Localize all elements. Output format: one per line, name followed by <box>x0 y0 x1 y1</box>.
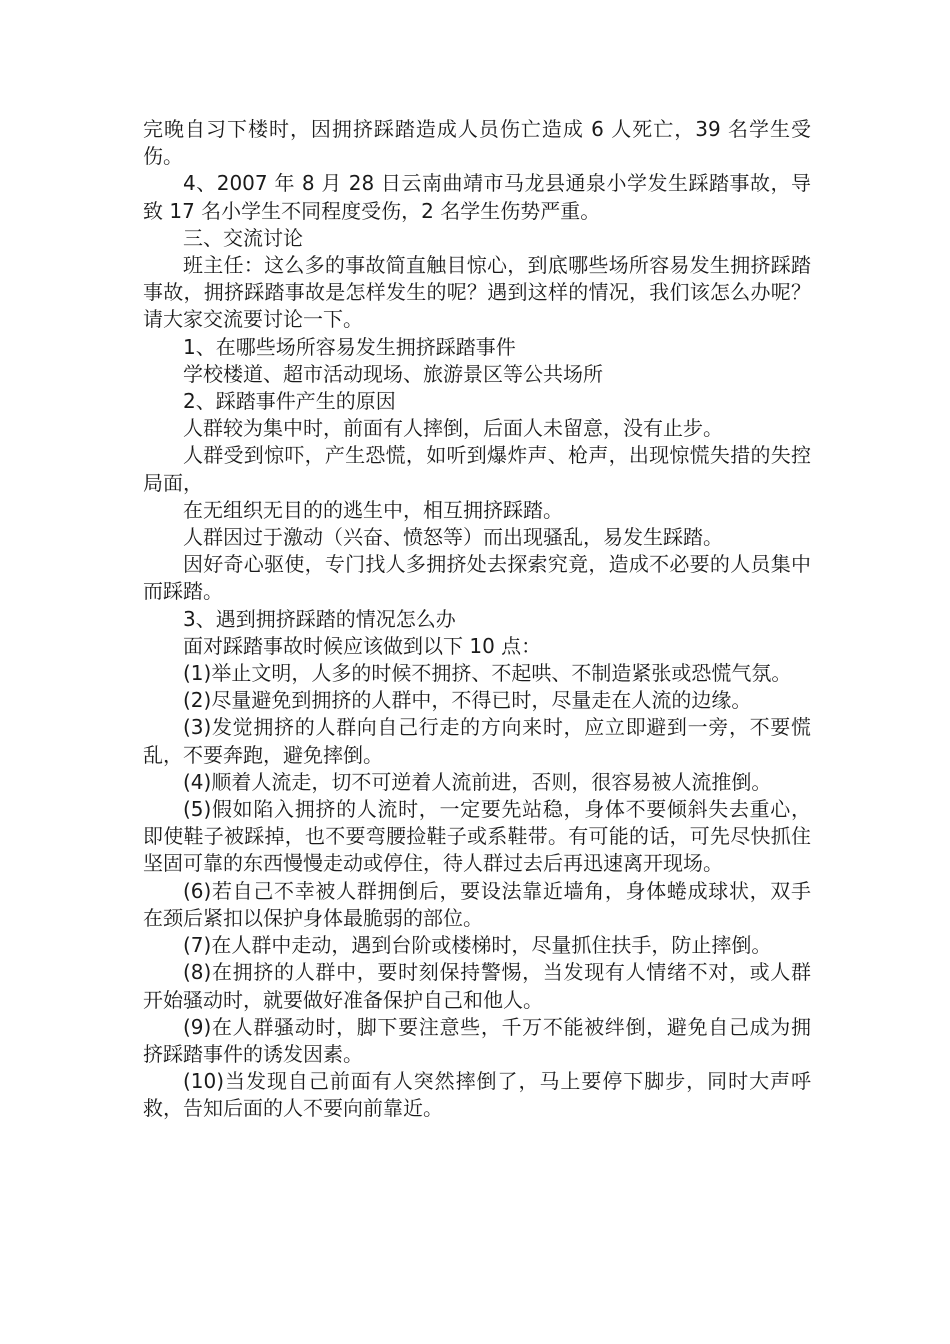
subsection-heading: 3、遇到拥挤踩踏的情况怎么办 <box>183 606 456 631</box>
paragraph: 人群受到惊吓，产生恐慌，如听到爆炸声、枪声，出现惊慌失措的失控局面， <box>143 443 811 495</box>
list-item: (4)顺着人流走，切不可逆着人流前进，否则，很容易被人流推倒。 <box>183 769 772 794</box>
paragraph: 4、2007 年 8 月 28 日云南曲靖市马龙县通泉小学发生踩踏事故，导致 17 名小学生不同程度受伤，2 名学生伤势严重。 <box>143 171 811 223</box>
list-item: (5)假如陷入拥挤的人流时，一定要先站稳，身体不要倾斜失去重心，即使鞋子被踩掉，也不要弯腰捡鞋子或系鞋带。有可能的话，可先尽快抓住坚固可靠的东西慢慢走动或停住，待人群过去后再迅速离开现场。 <box>143 797 811 876</box>
subsection-heading: 1、在哪些场所容易发生拥挤踩踏事件 <box>183 334 516 359</box>
list-item: (8)在拥挤的人群中，要时刻保持警惕，当发现有人情绪不对，或人群开始骚动时，就要做好准备保护自己和他人。 <box>143 960 811 1012</box>
list-item: (9)在人群骚动时，脚下要注意些，千万不能被绊倒，避免自己成为拥挤踩踏事件的诱发因素。 <box>143 1014 811 1066</box>
list-item: (3)发觉拥挤的人群向自己行走的方向来时，应立即避到一旁，不要慌乱，不要奔跑，避免摔倒。 <box>143 715 811 767</box>
list-item: (7)在人群中走动，遇到台阶或楼梯时，尽量抓住扶手，防止摔倒。 <box>183 933 772 958</box>
paragraph: 完晚自习下楼时，因拥挤踩踏造成人员伤亡造成 6 人死亡，39 名学生受伤。 <box>143 117 811 169</box>
paragraph: 在无组织无目的的逃生中，相互拥挤踩踏。 <box>183 497 563 522</box>
subsection-heading: 2、踩踏事件产生的原因 <box>183 389 396 414</box>
paragraph: 班主任：这么多的事故简直触目惊心，到底哪些场所容易发生拥挤踩踏事故，拥挤踩踏事故是怎样发生的呢？遇到这样的情况，我们该怎么办呢？请大家交流要讨论一下。 <box>143 253 811 332</box>
paragraph: 学校楼道、超市活动现场、旅游景区等公共场所 <box>183 361 603 386</box>
list-item: (6)若自己不幸被人群拥倒后，要设法靠近墙角，身体蜷成球状，双手在颈后紧扣以保护身体最脆弱的部位。 <box>143 878 811 930</box>
paragraph: 人群因过于激动（兴奋、愤怒等）而出现骚乱，易发生踩踏。 <box>183 525 723 550</box>
paragraph: 人群较为集中时，前面有人摔倒，后面人未留意，没有止步。 <box>183 416 723 441</box>
paragraph: 因好奇心驱使，专门找人多拥挤处去探索究竟，造成不必要的人员集中而踩踏。 <box>143 552 811 604</box>
section-heading: 三、交流讨论 <box>183 225 303 250</box>
list-item: (1)举止文明，人多的时候不拥挤、不起哄、不制造紧张或恐慌气氛。 <box>183 661 792 686</box>
list-item: (10)当发现自己前面有人突然摔倒了，马上要停下脚步，同时大声呼救，告知后面的人不要向前靠近。 <box>143 1069 811 1121</box>
paragraph: 面对踩踏事故时候应该做到以下 10 点： <box>183 633 542 658</box>
list-item: (2)尽量避免到拥挤的人群中，不得已时，尽量走在人流的边缘。 <box>183 688 752 713</box>
document-body <box>143 116 811 1123</box>
